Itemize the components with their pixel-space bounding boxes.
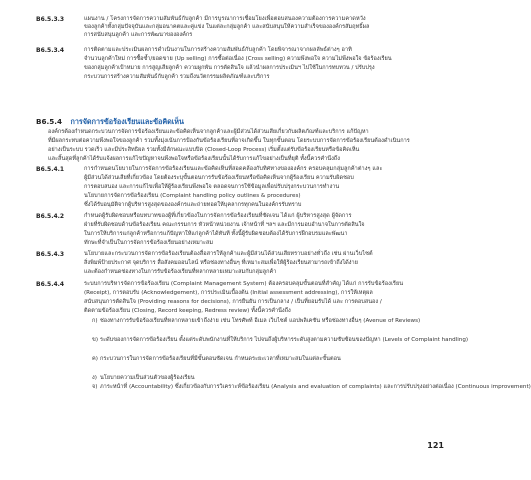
paragraph-line: กระบวนการสร้างความสัมพันธ์กับลูกค้า รวมถึงนวัตกรรมผลิตภัณฑ์และบริการ <box>84 74 270 80</box>
paragraph-line: ของกลุ่มลูกค้าเป้าหมาย การสูญเสียลูกค้า ความผูกพัน การตัดสินใจ แล้วนำผลการประเมินฯ ไปใช้ในการทบทวน / ปรับปรุง <box>84 65 375 71</box>
heading-number: B6.5.4 <box>36 117 62 126</box>
item-code: B6.5.4.3 <box>36 251 65 258</box>
subitem-text: นโยบายความเป็นส่วนตัวของผู้ร้องเรียน <box>100 375 195 381</box>
item-code: B6.5.4.1 <box>36 166 65 173</box>
paragraph-line: การสนับสนุนลูกค้า และการพัฒนาขององค์กร <box>84 32 193 38</box>
subitem-text: กระบวนการในการจัดการข้อร้องเรียนที่มีขั้นตอนชัดเจน กำหนดระยะเวลาที่เหมาะสมในแต่ละขั้นตอน <box>100 356 341 362</box>
subitem <box>0 318 480 326</box>
subitem <box>0 356 480 364</box>
paragraph-line: การกำหนดนโยบายในการจัดการข้อร้องเรียนและข้อคิดเห็นที่สอดคล้องกับทิศทางขององค์กร ครอบคลุมกลุ่มลูกค้าต่างๆ และ <box>84 166 383 172</box>
subitem <box>0 384 531 392</box>
paragraph-line: ของลูกค้าทั้งกลุ่มปัจจุบันและกลุ่มอนาคตและคู่แข่ง ในแต่ละกลุ่มลูกค้า และสนับสนุนให้ความสำเร็จขององค์กรสัมฤทธิ์ผล <box>84 24 370 30</box>
bullet-marker: จ) <box>92 384 98 390</box>
paragraph-line: แผนงาน / โครงการจัดการความสัมพันธ์กับลูกค้า มีการบูรณาการเชื่อมโยงเพื่อตอบสนองความต้องการความคาดหวัง <box>84 16 366 22</box>
bullet-marker: ข) <box>92 337 99 343</box>
paragraph-line: นโยบายและกระบวนการจัดการข้อร้องเรียนต้องสื่อสารให้ลูกค้าและผู้มีส่วนได้ส่วนเสียทราบอย่างทั่วถึง เช่น ผ่านเว็บไซต์ <box>84 251 373 257</box>
intro-line: อย่างเป็นระบบ รวดเร็ว และมีประสิทธิผล รวมทั้งมีลักษณะแบบปิด (Closed-Loop Process) เริ่มตั้งแต่รับข้อร้องเรียนหรือข้อคิดเห็น <box>48 147 360 153</box>
section-b6533 <box>0 16 480 24</box>
section-b6534 <box>0 47 480 55</box>
section-code: B6.5.3.4 <box>36 47 65 54</box>
paragraph-line: ระบบการบริหารจัดการข้อร้องเรียน (Complaint Management System) ต้องครอบคลุมขั้นตอนที่สำคัญ ได้แก่ การรับข้อร้องเรียน <box>84 281 404 287</box>
paragraph-line: ทักษะที่จำเป็นในการจัดการข้อร้องเรียนอย่างเหมาะสม <box>84 240 214 246</box>
heading-title: การจัดการข้อร้องเรียนและข้อคิดเห็น <box>70 117 184 126</box>
paragraph-line: การตอบสนอง และการแก้ไขเพื่อให้ผู้ร้องเรียนพึงพอใจ ตลอดจนการใช้ข้อมูลเพื่อปรับปรุงกระบวนการทำงาน <box>84 184 340 190</box>
paragraph-line: และต้องกำหนดช่องทางในการรับข้อร้องเรียนที่หลากหลายเหมาะสมกับกลุ่มลูกค้า <box>84 269 277 275</box>
item-code: B6.5.4.4 <box>36 281 65 288</box>
item-b6543 <box>0 251 480 259</box>
paragraph-line: ติดตามข้อร้องเรียน (Closing, Record keeping, Redress review) ทั้งนี้ควรคำนึงถึง <box>84 308 291 314</box>
bullet-marker: ง) <box>92 375 97 381</box>
subitem-text: ภาระหน้าที่ (Accountability) ซึ่งเกี่ยวข้องกับการวิเคราะห์ข้อร้องเรียน (Analysis and evaluation of complaints) และการปรับปรุงอย่างต่อเนื่อง (Continuous improvement) <box>100 384 531 390</box>
section-heading <box>36 117 184 128</box>
intro-line: ที่มีผลกระทบต่อความพึงพอใจของลูกค้า รวมทั้งมุ่งเน้นการป้องกันข้อร้องเรียนที่อาจเกิดขึ้น ในทุกขั้นตอน โดยระบบการจัดการข้อร้องเรียนต้องดำเนินการ <box>48 138 410 144</box>
paragraph-line: ซึ่งได้รับอนุมัติจากผู้บริหารสูงสุดขององค์กรและถ่ายทอดให้บุคลากรทุกคนในองค์กรรับทราบ <box>84 202 302 208</box>
paragraph-line: สิ่งพิมพ์ป้ายประกาศ จุดบริการ สื่อสังคมออนไลน์ หรือช่องทางอื่นๆ ที่เหมาะสมเพื่อให้ผู้ร้องเรียนสามารถเข้าถึงได้ง่าย <box>84 260 358 266</box>
paragraph-line: ฝ่ายที่รับผิดชอบด้านข้อร้องเรียน คณะกรรมการ หัวหน้าหน่วยงาน เจ้าหน้าที่ ฯลฯ และมีการมอบอำนาจในการตัดสินใจ <box>84 222 365 228</box>
item-code: B6.5.4.2 <box>36 213 65 220</box>
paragraph-line: ผู้มีส่วนได้ส่วนเสียที่เกี่ยวข้อง โดยต้องระบุขั้นตอนการรับข้อร้องเรียนหรือข้อคิดเห็นจากผู้ร้องเรียน ความรับผิดชอบ <box>84 175 354 181</box>
page-number: 121 <box>427 441 444 450</box>
paragraph-line: สนับสนุนการตัดสินใจ (Providing reasons for decisions), การยืนยัน การเป็นกลาง / เป็นที่ยอมรับได้ และ การตอบสนอง / <box>84 299 382 305</box>
paragraph-line: จำนวนลูกค้าใหม่ การซื้อซ้ำ/ยอดขาย (Up selling) การซื้อต่อเนื่อง (Cross selling) ความพึงพอใจ ความไม่พึงพอใจ ข้อร้องเรียน <box>84 56 392 62</box>
bullet-marker: ค) <box>92 356 98 362</box>
item-b6541 <box>0 166 480 174</box>
subitem <box>0 337 480 345</box>
paragraph-line: (Receipt), การตอบรับ (Acknowledgement), การประเมินเบื้องต้น (Initial assessment addressing), การให้เหตุผล <box>84 290 373 296</box>
section-code: B6.5.3.3 <box>36 16 65 23</box>
subitem-text: ระดับของการจัดการข้อร้องเรียน ตั้งแต่ระดับพนักงานที่ให้บริการ ไปจนถึงผู้บริหารระดับสูงตามความซับซ้อนของปัญหา (Levels of Complaint handling) <box>100 337 469 343</box>
item-b6542 <box>0 213 480 221</box>
subitem-text: ช่องทางการรับข้อร้องเรียนที่หลากหลายเข้าถึงง่าย เช่น โทรศัพท์ อีเมล เว็บไซต์ แอปพลิเคชัน หรือช่องทางอื่นๆ (Avenue of Reviews) <box>100 318 421 324</box>
intro-line: องค์กรต้องกำหนดกระบวนการจัดการข้อร้องเรียนและข้อคิดเห็นจากลูกค้าและผู้มีส่วนได้ส่วนเสียเกี่ยวกับผลิตภัณฑ์และบริการ แก้ปัญหา <box>48 129 369 135</box>
paragraph-line: นโยบายการจัดการข้อร้องเรียน (Complaint handling policy outlines & procedures) <box>84 193 301 199</box>
paragraph-line: ในการให้บริการแก่ลูกค้าหรือการแก้ปัญหาให้แก่ลูกค้าได้ทันที ทั้งนี้ผู้รับผิดชอบต้องได้รับการฝึกอบรมและพัฒนา <box>84 231 348 237</box>
bullet-marker: ก) <box>92 318 98 324</box>
paragraph-line: การติดตามและประเมินผลการดำเนินงานในการสร้างความสัมพันธ์กับลูกค้า โดยพิจารณาจากผลลัพธ์ต่างๆ อาทิ <box>84 47 352 53</box>
paragraph-line: กำหนดผู้รับผิดชอบหรือบทบาทของผู้ที่เกี่ยวข้องในการจัดการข้อร้องเรียนที่ชัดเจน ได้แก่ ผู้บริหารสูงสุด ผู้จัดการ <box>84 213 352 219</box>
item-b6544 <box>0 281 480 289</box>
intro-line: และสิ้นสุดที่ลูกค้าได้รับแจ้งผลการแก้ไขปัญหาจนพึงพอใจหรือข้อร้องเรียนนั้นได้รับการแก้ไขอย่างเป็นที่ยุติ ทั้งนี้ควรคำนึงถึง <box>48 156 340 162</box>
subitem <box>0 375 480 383</box>
